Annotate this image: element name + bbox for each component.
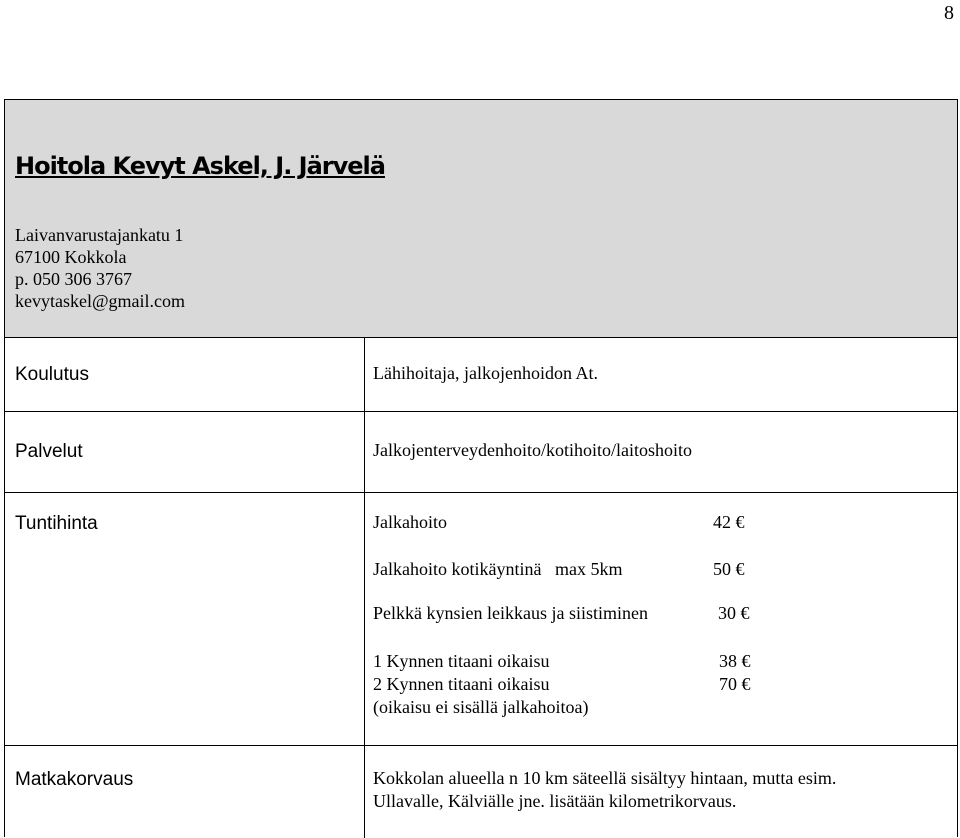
- address-postal: 67100 Kokkola: [15, 247, 127, 267]
- row-palvelut: [5, 412, 957, 493]
- price-item-name: Jalkahoito kotikäyntinä max 5km: [373, 559, 623, 579]
- price-note: (oikaisu ei sisällä jalkahoitoa): [373, 697, 589, 717]
- price-item: [373, 559, 745, 580]
- price-item: [373, 603, 750, 624]
- matkakorvaus-line2: Ullavalle, Kälviälle jne. lisätään kilometrikorvaus.: [373, 791, 737, 811]
- matkakorvaus-line1: Kokkolan alueella n 10 km säteellä sisältyy hintaan, mutta esim.: [373, 768, 837, 788]
- matkakorvaus-label: Matkakorvaus: [15, 769, 134, 790]
- koulutus-label: Koulutus: [15, 364, 89, 385]
- address-street: Laivanvarustajankatu 1: [15, 225, 184, 245]
- price-item-price: 70 €: [719, 674, 751, 694]
- price-item-price: 38 €: [719, 651, 751, 671]
- price-item-price: 42 €: [713, 512, 745, 532]
- page-number: 8: [944, 2, 954, 24]
- koulutus-value: Lähihoitaja, jalkojenhoidon At.: [373, 363, 598, 383]
- price-item: [373, 651, 751, 672]
- price-item: [373, 512, 745, 533]
- palvelut-label: Palvelut: [15, 441, 83, 462]
- business-info-table: [4, 99, 958, 837]
- price-item-price: 30 €: [718, 603, 750, 623]
- price-item-name: Jalkahoito: [373, 512, 447, 532]
- contact-info: [15, 224, 185, 312]
- row-koulutus: [5, 337, 957, 412]
- price-item-price: 50 €: [713, 559, 745, 579]
- business-header: [5, 100, 957, 338]
- phone-number: p. 050 306 3767: [15, 269, 132, 289]
- row-matkakorvaus: [5, 746, 957, 838]
- price-item-name: Pelkkä kynsien leikkaus ja siistiminen: [373, 603, 648, 623]
- row-tuntihinta: [5, 493, 957, 746]
- business-title: Hoitola Kevyt Askel, J. Järvelä: [15, 152, 385, 180]
- email-address: kevytaskel@gmail.com: [15, 291, 186, 311]
- price-item-name: 1 Kynnen titaani oikaisu: [373, 651, 550, 671]
- palvelut-value: Jalkojenterveydenhoito/kotihoito/laitoshoito: [373, 440, 692, 460]
- price-item: [373, 674, 751, 695]
- tuntihinta-label: Tuntihinta: [15, 513, 98, 534]
- price-item-name: 2 Kynnen titaani oikaisu: [373, 674, 550, 694]
